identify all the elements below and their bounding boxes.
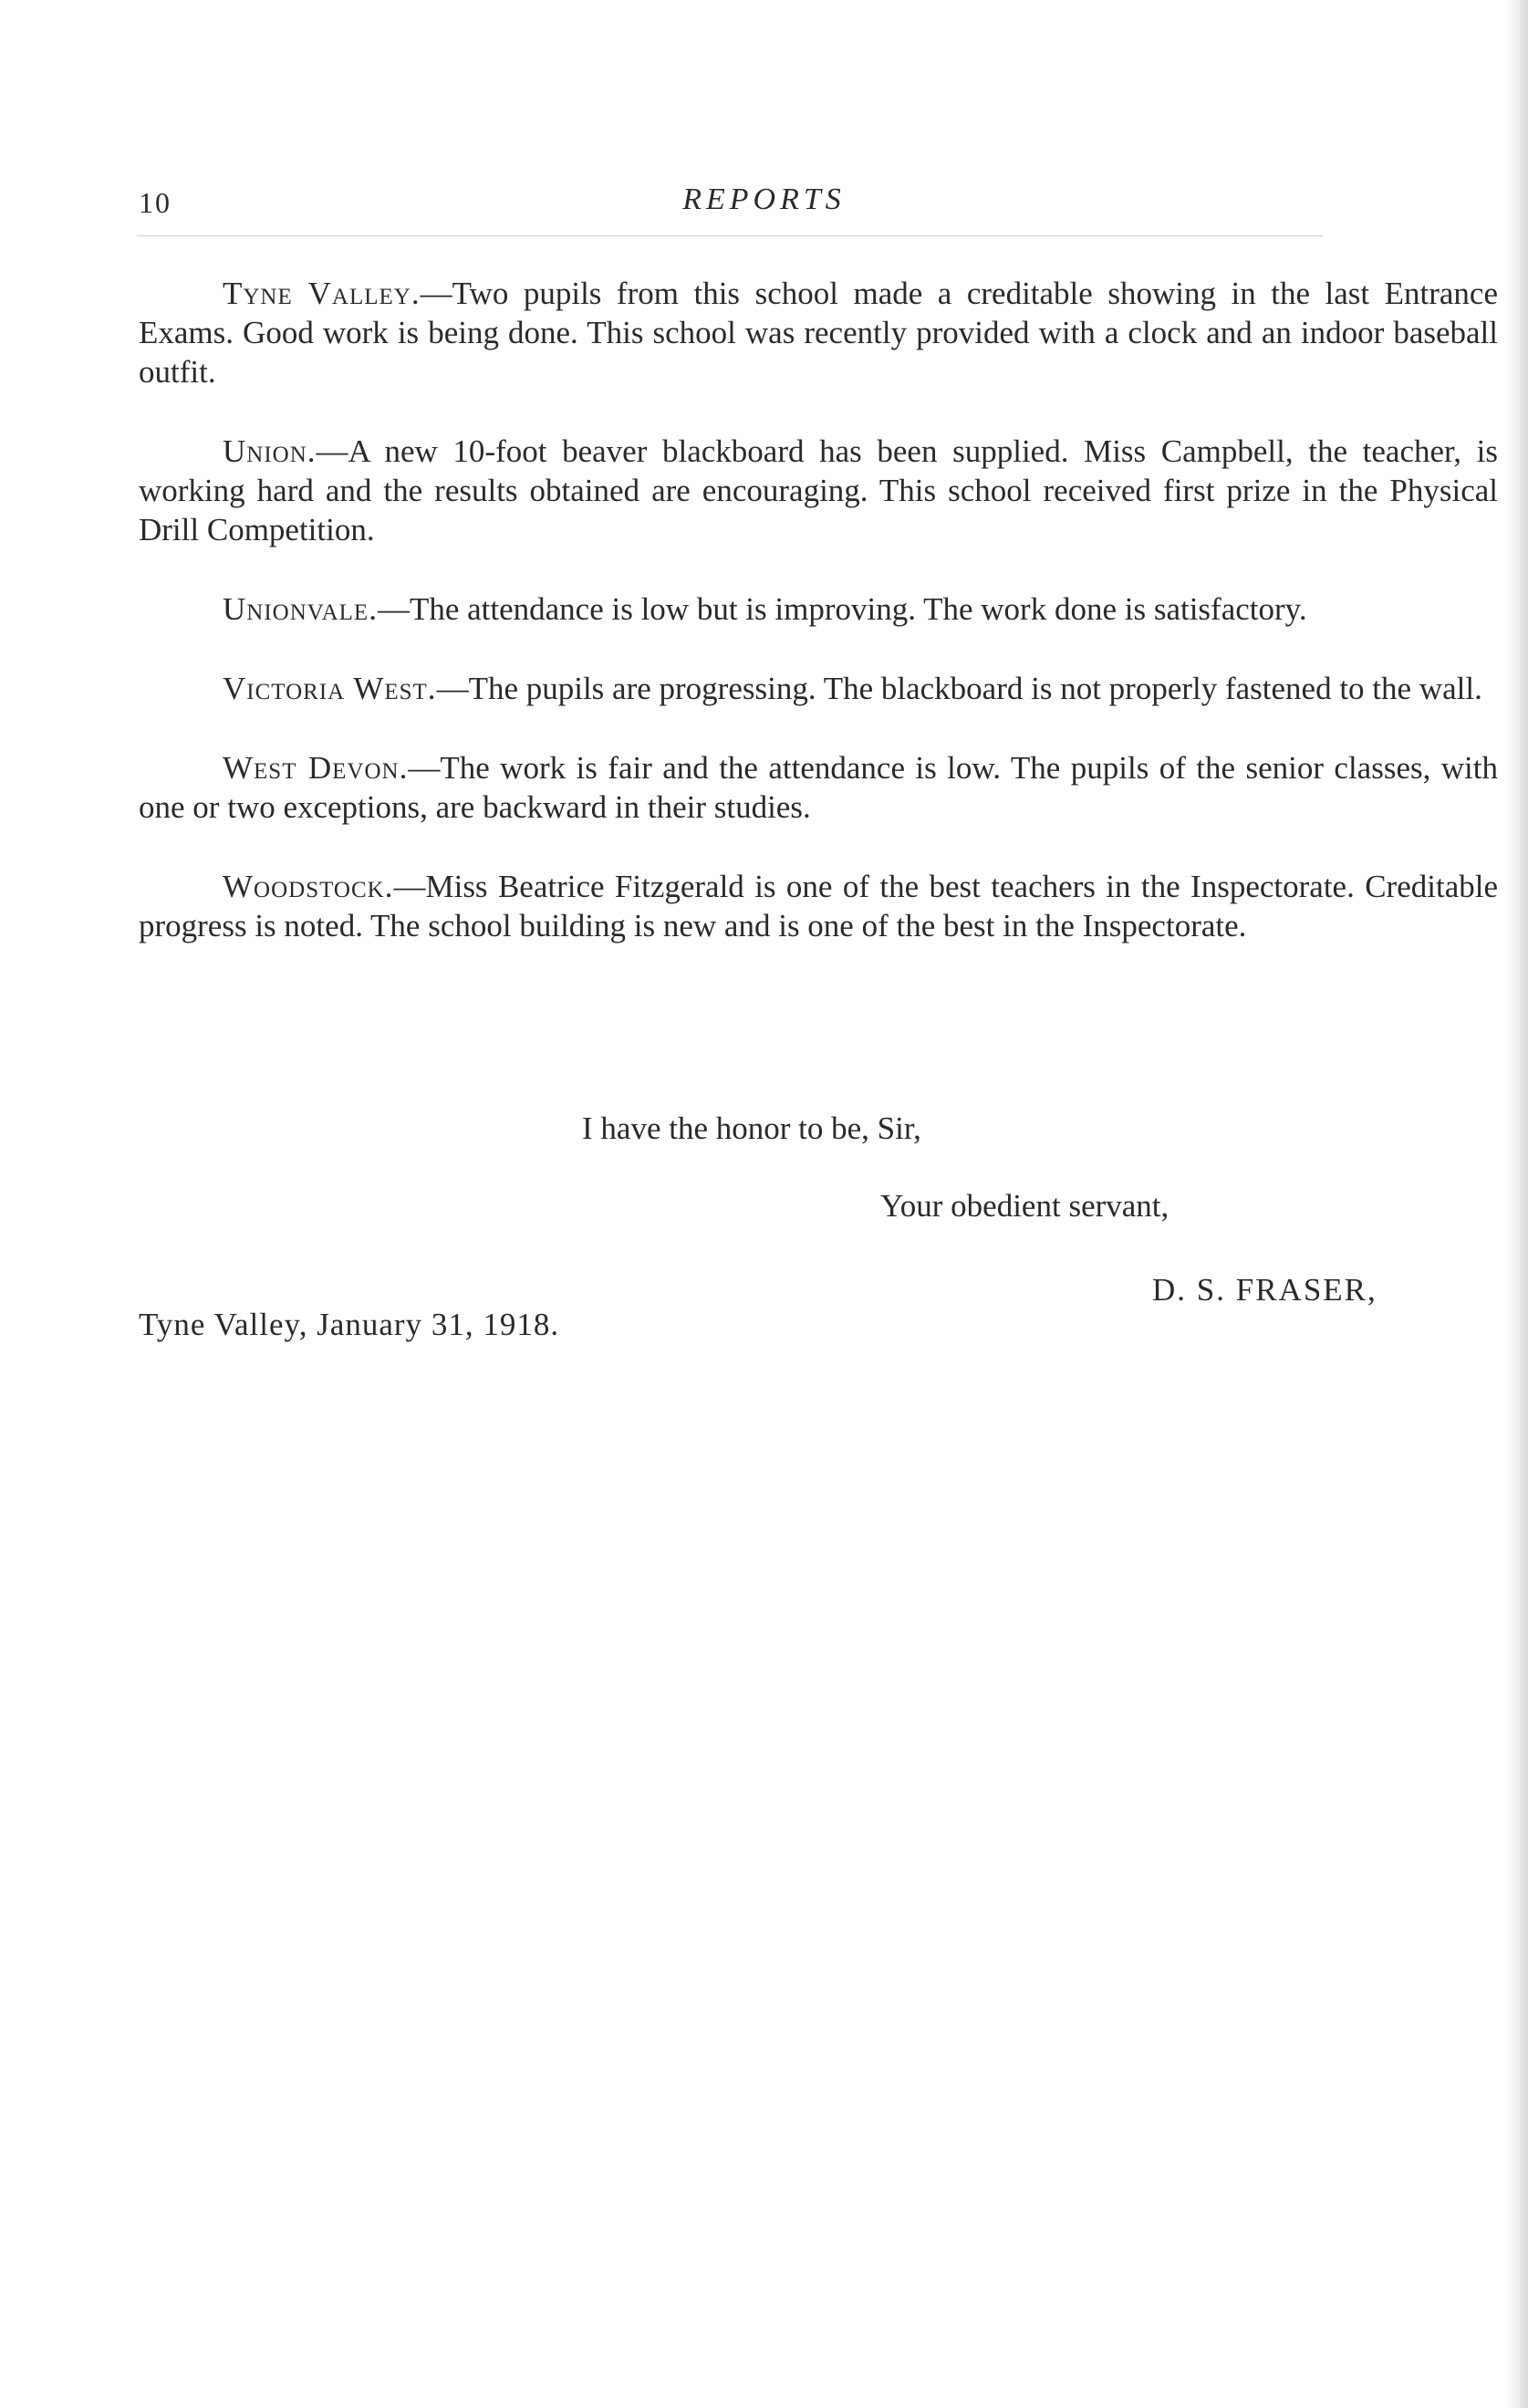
school-report-text: —A new 10-foot beaver blackboard has been supplied. Miss Campbell, the teacher, is working hard and the results obtained are encouraging. This school received first prize in the Physical Drill Competition. xyxy=(139,433,1498,547)
signature: D. S. FRASER, xyxy=(1152,1272,1377,1308)
school-entry-west-devon xyxy=(139,748,1498,827)
school-name: Union. xyxy=(223,433,317,469)
school-name: West Devon. xyxy=(223,750,409,786)
closing-honor-line: I have the honor to be, Sir, xyxy=(582,1110,921,1146)
closing-servant-line: Your obedient servant, xyxy=(880,1188,1169,1224)
school-report-text: —Miss Beatrice Fitzgerald is one of the best teachers in the Inspectorate. Creditable progress is noted. The school building is new and is one of the best in the Inspectorate. xyxy=(139,869,1498,943)
school-report-text: —The pupils are progressing. The blackboard is not properly fastened to the wall. xyxy=(436,671,1482,706)
school-name: Tyne Valley. xyxy=(223,276,421,311)
report-body xyxy=(139,274,1498,985)
page-number: 10 xyxy=(139,186,172,219)
school-entry-victoria-west xyxy=(139,669,1498,708)
school-report-text: —The attendance is low but is improving. The work done is satisfactory. xyxy=(377,591,1307,627)
school-entry-woodstock xyxy=(139,867,1498,945)
header-rule xyxy=(137,235,1323,236)
school-name: Unionvale. xyxy=(223,591,378,627)
running-head: REPORTS xyxy=(682,182,846,216)
school-name: Woodstock. xyxy=(223,869,394,904)
school-report-text: —The work is fair and the attendance is low. The pupils of the senior classes, with one or two exceptions, are backward in their studies. xyxy=(139,750,1498,825)
page-edge-shadow xyxy=(1504,0,1528,2408)
school-name: Victoria West. xyxy=(223,671,437,706)
school-entry-unionvale xyxy=(139,589,1498,629)
dateline: Tyne Valley, January 31, 1918. xyxy=(139,1307,560,1342)
school-entry-union xyxy=(139,432,1498,549)
school-entry-tyne-valley xyxy=(139,274,1498,391)
school-report-text: —Two pupils from this school made a creditable showing in the last Entrance Exams. Good work is being done. This school was recently provided with a clock and an indoor baseball outfit. xyxy=(139,276,1498,390)
